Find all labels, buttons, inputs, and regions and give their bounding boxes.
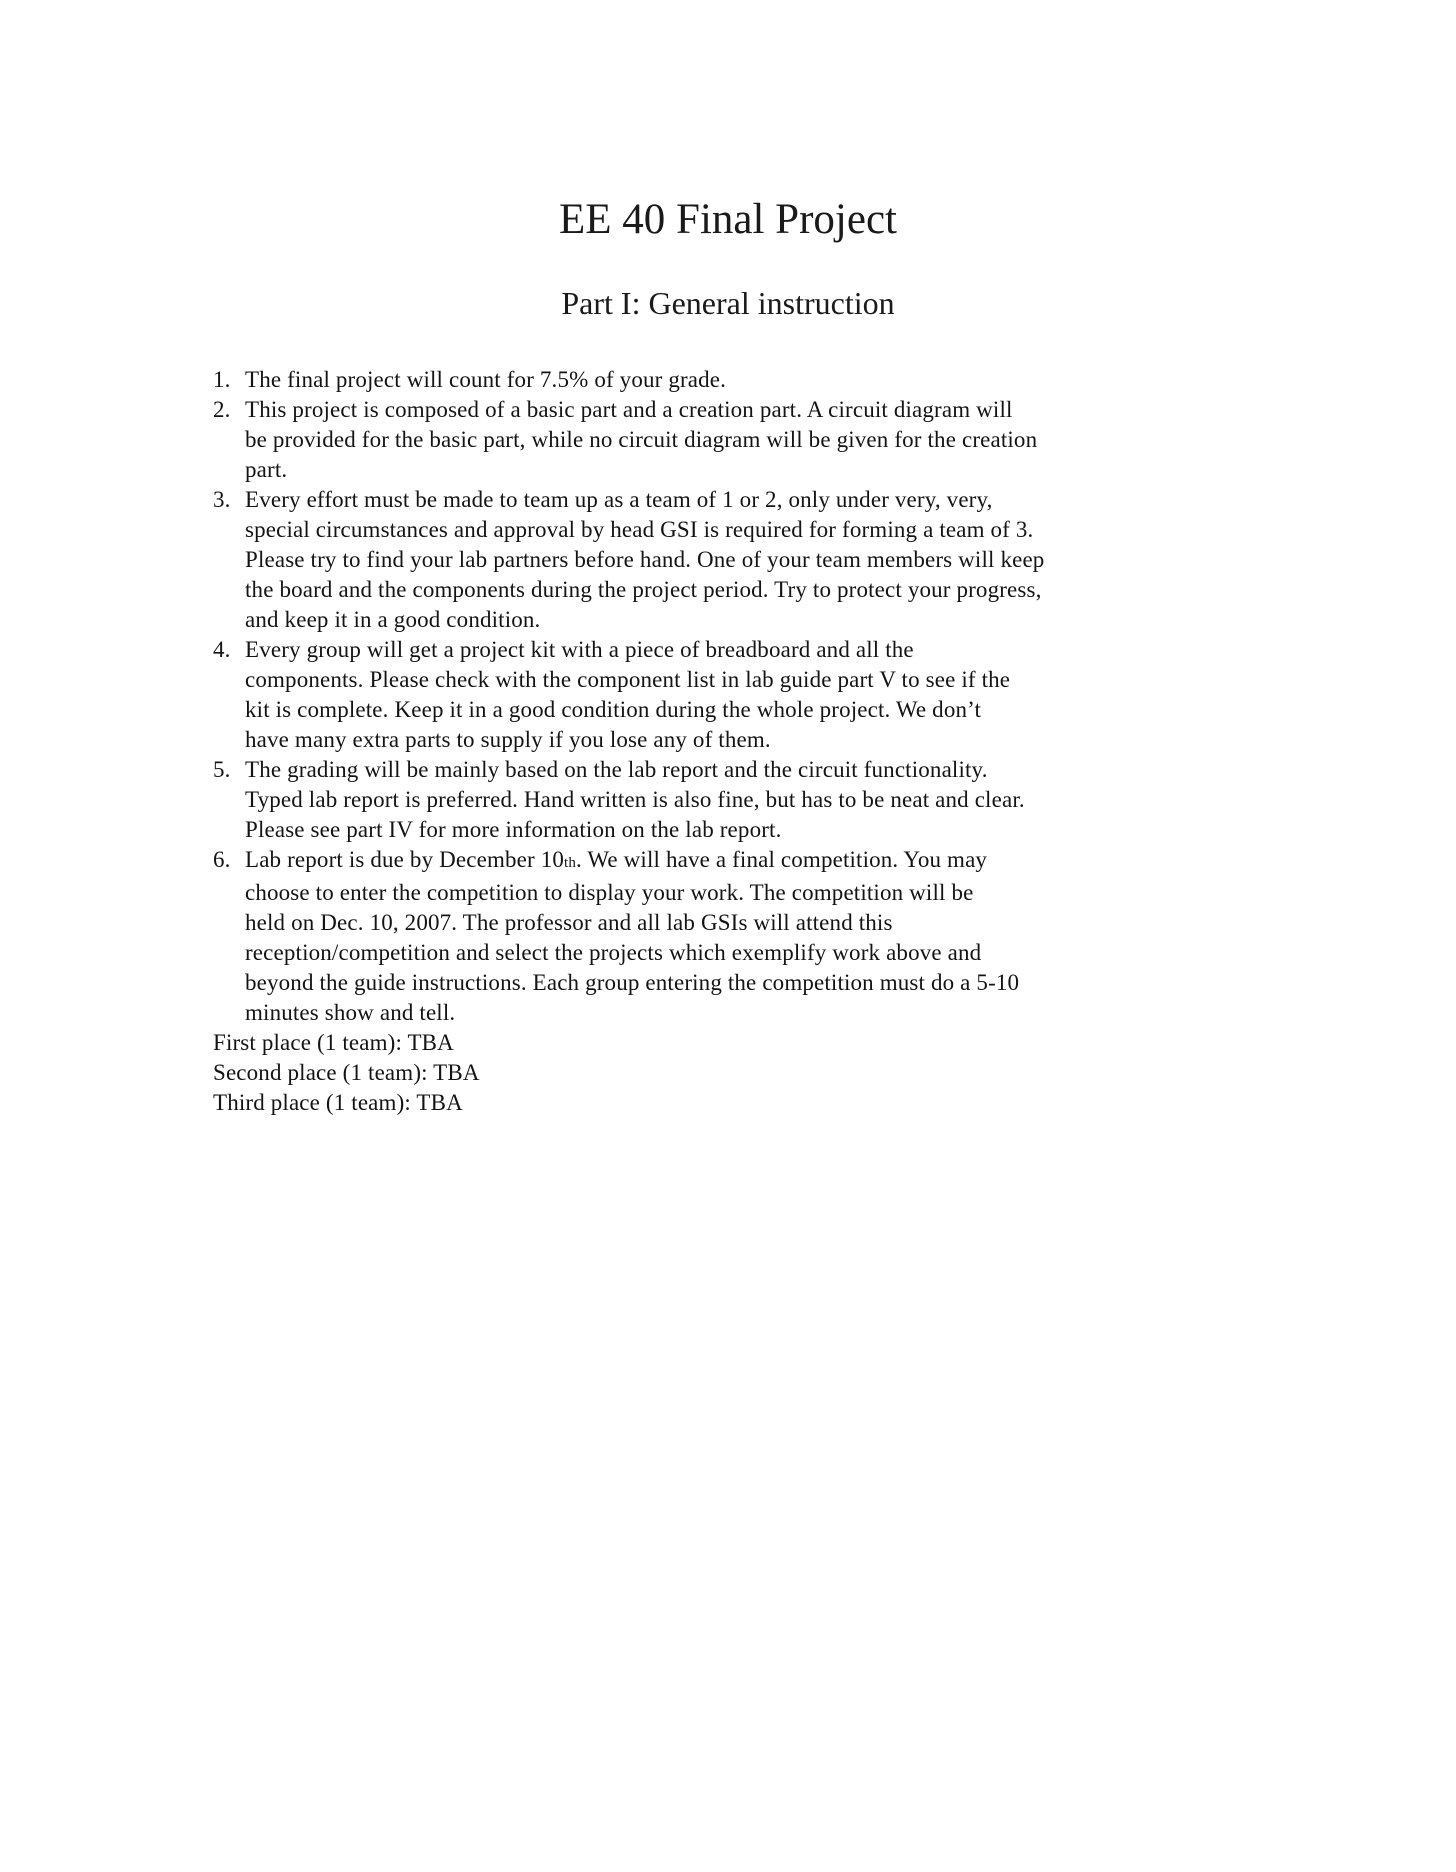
list-item-text: and keep it in a good condition. (245, 607, 541, 632)
places-list (213, 1028, 1253, 1118)
list-item-text: be provided for the basic part, while no circuit diagram will be given for the creation (245, 427, 1038, 452)
list-item-text: Every group will get a project kit with a piece of breadboard and all the (245, 637, 914, 662)
list-item-number: 6. (213, 847, 231, 872)
instructions-list (213, 365, 1253, 1118)
section-heading: Part I: General instruction (561, 285, 895, 321)
list-item-4 (213, 635, 1253, 755)
list-item-number: 5. (213, 757, 231, 782)
list-item-number: 3. (213, 487, 231, 512)
list-item-6 (213, 845, 1253, 1028)
list-item-text: beyond the guide instructions. Each group entering the competition must do a 5-10 (245, 970, 1020, 995)
list-item-text: This project is composed of a basic part and a creation part. A circuit diagram will (245, 397, 1013, 422)
list-item-text: part. (245, 457, 288, 482)
list-item-2 (213, 395, 1253, 485)
document-title: EE 40 Final Project (559, 196, 897, 243)
list-item-text: The grading will be mainly based on the lab report and the circuit functionality. (245, 757, 988, 782)
list-item-number: 4. (213, 637, 231, 662)
list-item-text: components. Please check with the component list in lab guide part V to see if the (245, 667, 1011, 692)
list-item-text: special circumstances and approval by head GSI is required for forming a team of 3. (245, 517, 1034, 542)
list-item-text-prefix: Lab report is due by December 10 (245, 847, 565, 872)
list-item-text: have many extra parts to supply if you lose any of them. (245, 727, 771, 752)
list-item-text: reception/competition and select the projects which exemplify work above and (245, 940, 982, 965)
list-item-text-first-line (245, 845, 1253, 878)
list-item-text: kit is complete. Keep it in a good condition during the whole project. We don’t (245, 697, 982, 722)
list-item-text: Please see part IV for more information on the lab report. (245, 817, 782, 842)
list-item-3 (213, 485, 1253, 635)
list-item-text: Every effort must be made to team up as a team of 1 or 2, only under very, very, (245, 487, 993, 512)
list-item-text-rest: . We will have a final competition. You may (576, 847, 988, 872)
list-item-text: The final project will count for 7.5% of your grade. (245, 367, 727, 392)
list-item-text: the board and the components during the project period. Try to protect your progress, (245, 577, 1042, 602)
third-place-line: Third place (1 team): TBA (213, 1090, 463, 1115)
list-item-text: Please try to find your lab partners before hand. One of your team members will keep (245, 547, 1045, 572)
list-item-number: 2. (213, 397, 231, 422)
first-place-line: First place (1 team): TBA (213, 1030, 454, 1055)
list-item-5 (213, 755, 1253, 845)
list-item-text: choose to enter the competition to display your work. The competition will be (245, 880, 974, 905)
list-item-text: minutes show and tell. (245, 1000, 456, 1025)
list-item-text: held on Dec. 10, 2007. The professor and all lab GSIs will attend this (245, 910, 893, 935)
second-place-line: Second place (1 team): TBA (213, 1060, 480, 1085)
list-item-text: Typed lab report is preferred. Hand written is also fine, but has to be neat and clear. (245, 787, 1025, 812)
ordinal-suffix: th (564, 855, 576, 871)
list-item-number: 1. (213, 367, 231, 392)
list-item-1 (213, 365, 1253, 395)
